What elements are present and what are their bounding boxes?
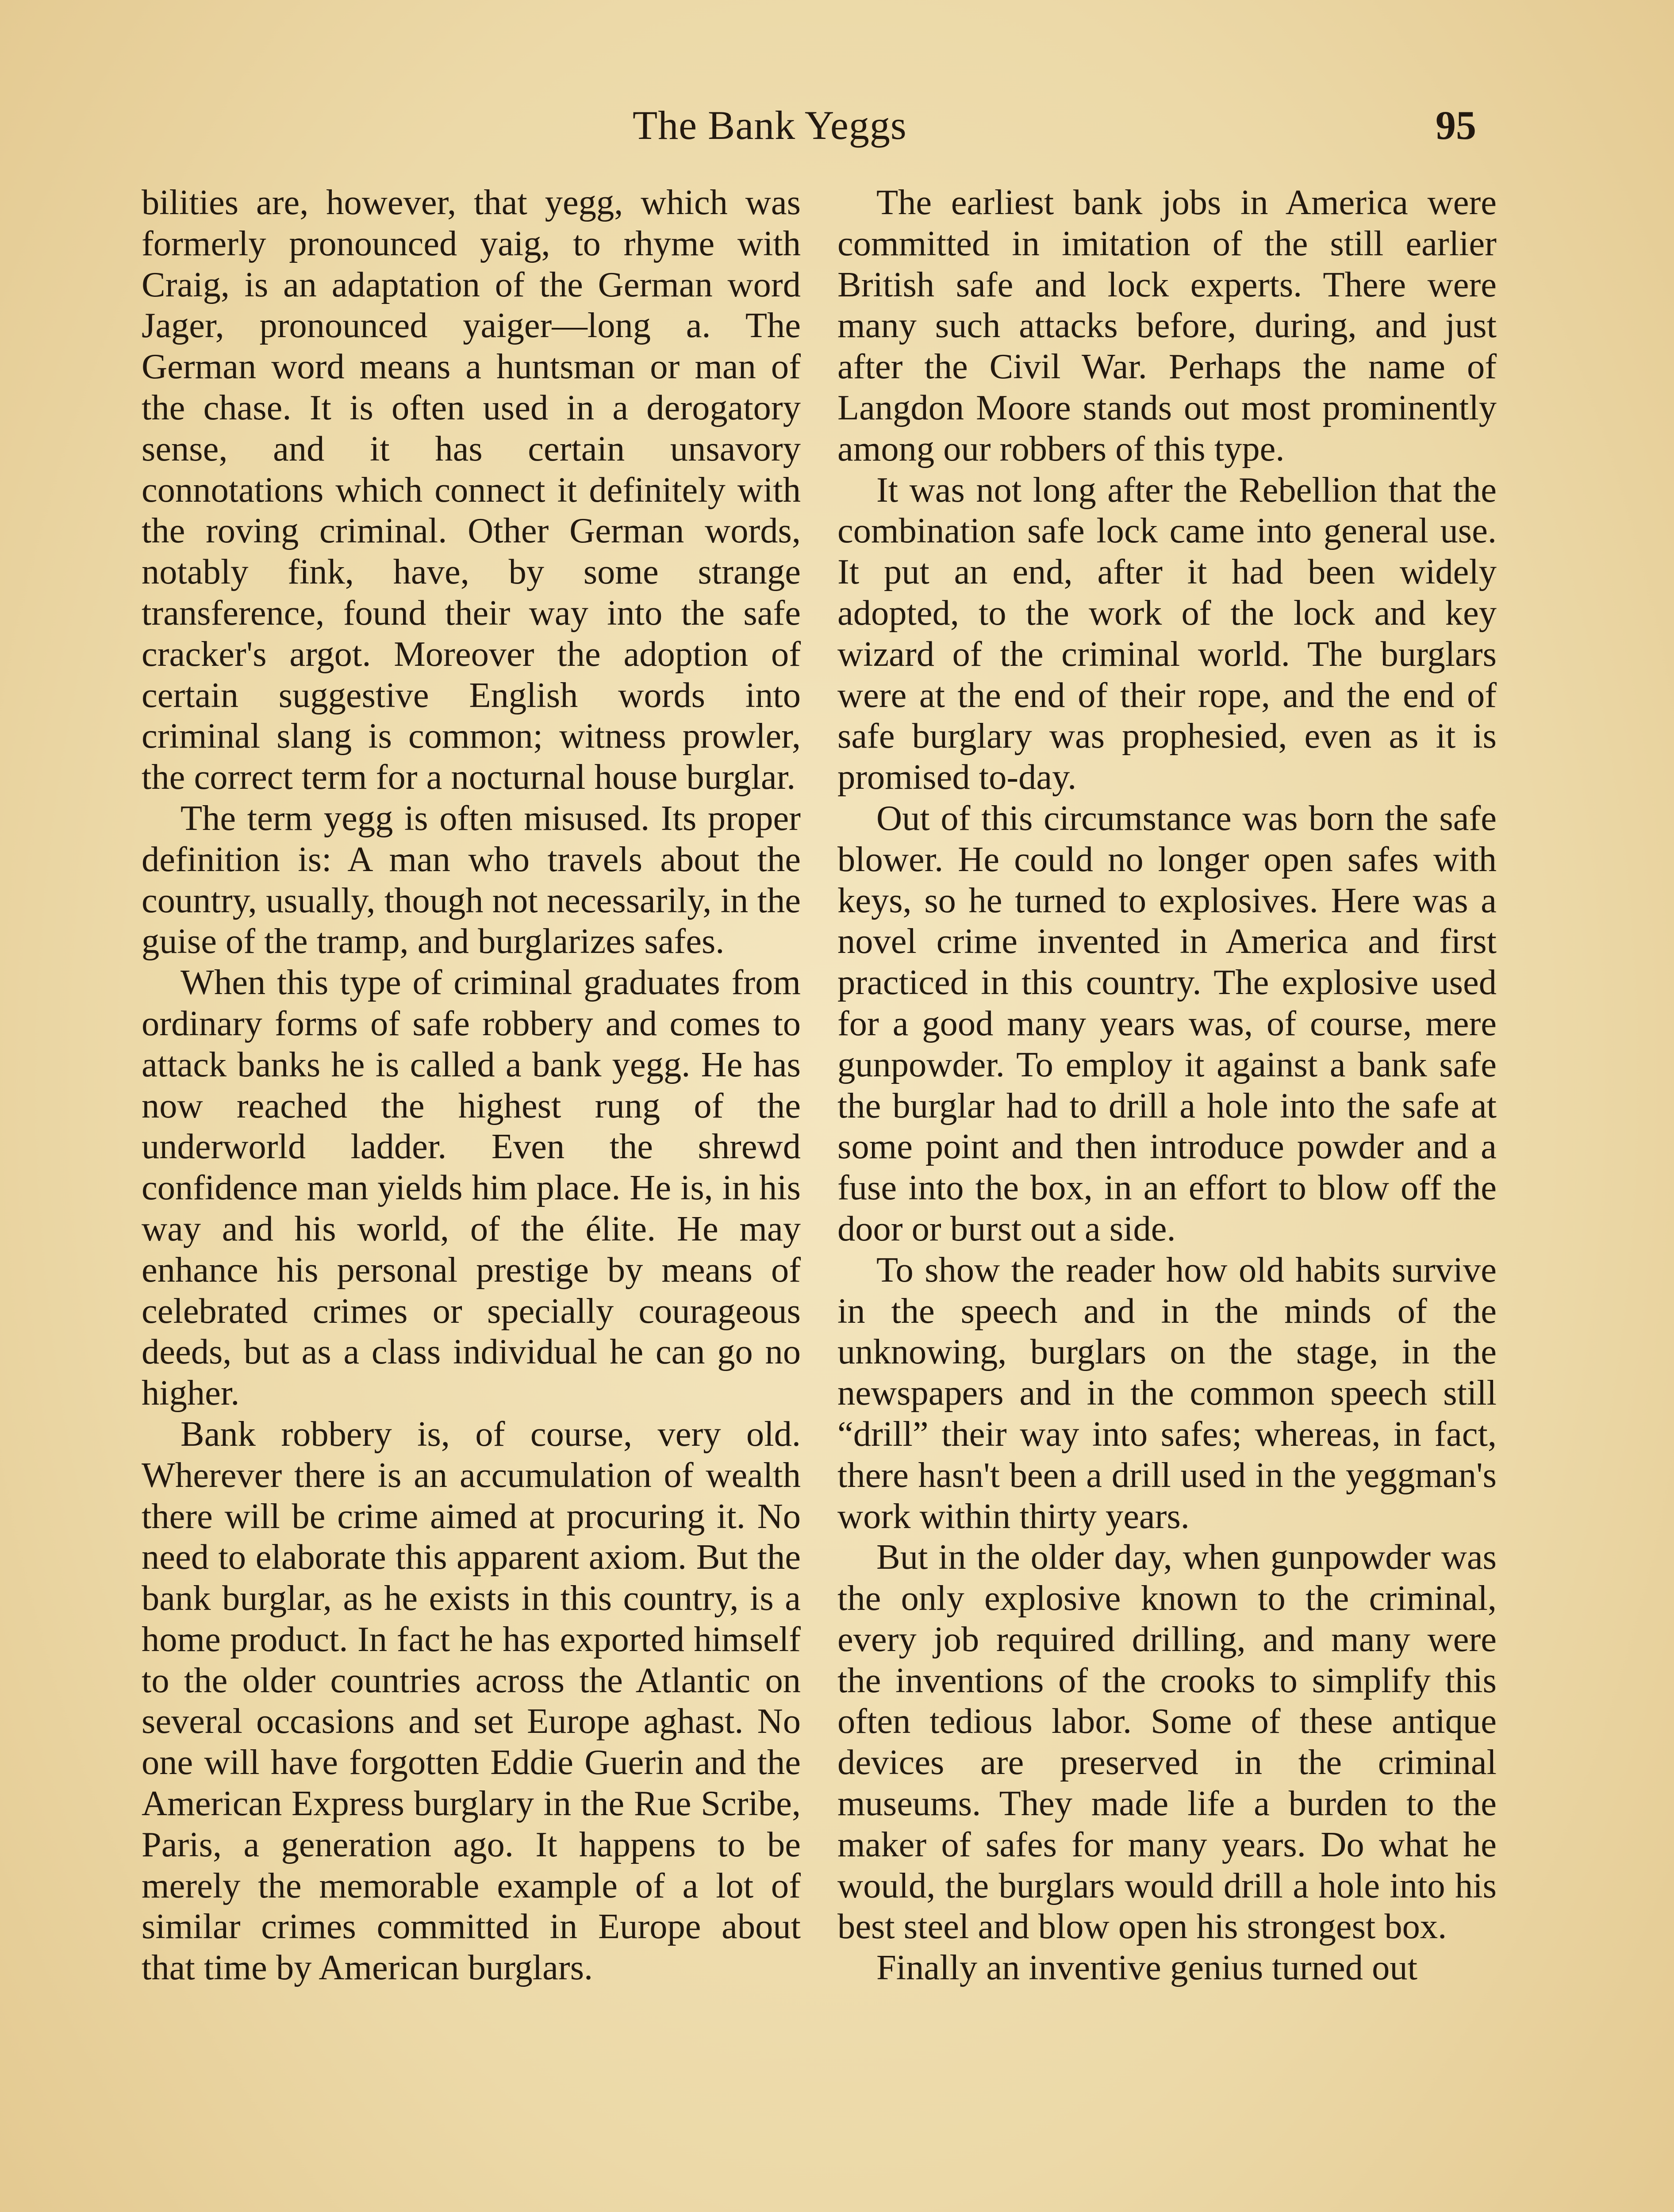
paragraph: The earliest bank jobs in America were committed in imitation of the still earlier British safe and lock experts. There were many such attacks before, during, and just after the Civil War. Perhaps the name of Langdon Moore stands out most prominently among our robbers of this type. — [837, 183, 1497, 469]
paragraph: But in the older day, when gunpowder was the only explosive known to the criminal, every job required drilling, and many were the inventions of the crooks to simplify this often tedious labor. Some of these antique devices are preserved in the criminal museums. They made life a burden to the maker of safes for many years. Do what he would, the burglars would drill a hole into his best steel and blow open his strongest box. — [837, 1537, 1497, 1947]
paragraph: Finally an inventive genius turned out — [876, 1948, 1417, 1988]
paragraph: The term yegg is often misused. Its proper definition is: A man who travels about the country, usually, though not necessarily, in the guise of the tramp, and burglarizes safes. — [142, 798, 801, 961]
paragraph: It was not long after the Rebellion that the combination safe lock came into general use. It put an end, after it had been widely adopted, to the work of the lock and key wizard of the criminal world. The burglars were at the end of their rope, and the end of safe burglary was prophesied, even as it is promised to-day. — [837, 470, 1497, 797]
page-header — [0, 102, 1674, 159]
paragraph: To show the reader how old habits survive in the speech and in the minds of the unknowing, burglars on the stage, in the newspapers and in the common speech still “drill” their way into safes; whereas, in fact, there hasn't been a drill used in the yeggman's work within thirty years. — [837, 1250, 1497, 1536]
left-column — [142, 182, 801, 1989]
paragraph: bilities are, however, that yegg, which was formerly pronounced yaig, to rhyme with Craig, is an adaptation of the German word Jager, pronounced yaiger—long a. The German word means a huntsman or man of the chase. It is often used in a derogatory sense, and it has certain unsavory connotations which connect it definitely with the roving criminal. Other German words, notably fink, have, by some strange transference, found their way into the safe cracker's argot. Moreover the adoption of certain suggestive English words into criminal slang is common; witness prowler, the correct term for a nocturnal house burglar. — [142, 183, 801, 797]
paragraph: Bank robbery is, of course, very old. Wherever there is an accumulation of wealth there will be crime aimed at procuring it. No need to elaborate this apparent axiom. But the bank burglar, as he exists in this country, is a home product. In fact he has exported himself to the older countries across the Atlantic on several occasions and set Europe aghast. No one will have forgotten Eddie Guerin and the American Express burglary in the Rue Scribe, Paris, a generation ago. It happens to be merely the memorable example of a lot of similar crimes committed in Europe about that time by American burglars. — [142, 1414, 801, 1988]
running-title: The Bank Yeggs — [633, 103, 907, 148]
paragraph: When this type of criminal graduates from ordinary forms of safe robbery and comes to attack banks he is called a bank yegg. He has now reached the highest rung of the underworld ladder. Even the shrewd confidence man yields him place. He is, in his way and his world, of the élite. He may enhance his personal prestige by means of celebrated crimes or specially courageous deeds, but as a class individual he can go no higher. — [142, 963, 801, 1413]
page-number: 95 — [1436, 103, 1476, 148]
paragraph: Out of this circumstance was born the safe blower. He could no longer open safes with keys, so he turned to explosives. Here was a novel crime invented in America and first practiced in this country. The explosive used for a good many years was, of course, mere gunpowder. To employ it against a bank safe the burglar had to drill a hole into the safe at some point and then introduce powder and a fuse into the box, in an effort to blow off the door or burst out a side. — [837, 798, 1497, 1248]
right-column — [837, 182, 1497, 1989]
